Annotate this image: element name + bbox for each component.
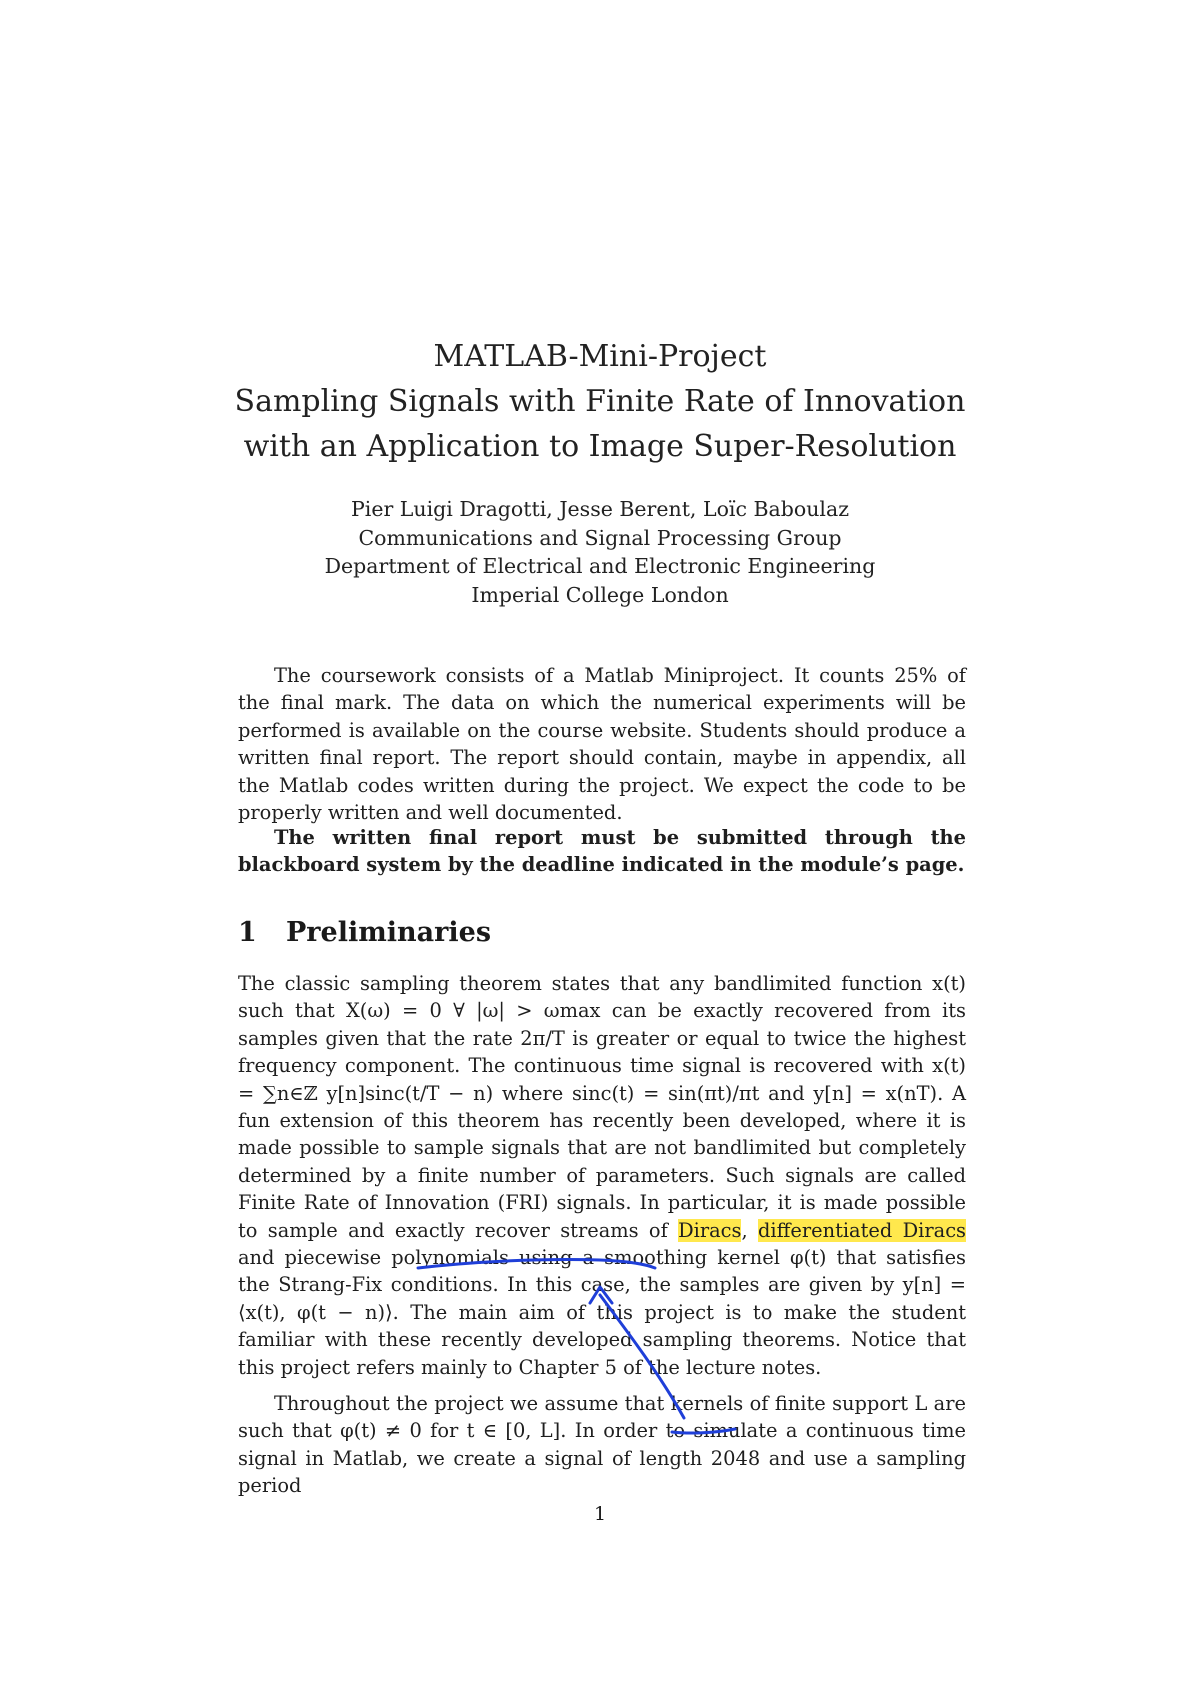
submission-notice: The written final report must be submitted through the blackboard system by the deadline indicated in the module’s page. <box>238 826 966 877</box>
author-department: Department of Electrical and Electronic Engineering <box>324 554 876 578</box>
paragraph-text-a: The classic sampling theorem states that any bandlimited function x(t) such that X(ω) = 0 ∀ |ω| > ωmax can be exactly recovered from its samples given that the rate 2π/T is greater or equal to twice the highest frequency component. The continuous time signal is recovered with x(t) = ∑n∈ℤ y[n]sinc(t/T − n) where sinc(t) = sin(πt)/πt and y[n] = x(nT). A fun extension of this theorem has recently been developed, where it is made possible to sample signals that are not bandlimited but completely determined by a finite number of parameters. Such signals are called Finite Rate of Innovation (FRI) signals. In particular, it is made possible to sample and exactly recover streams of <box>238 972 966 1242</box>
section-title: Preliminaries <box>286 917 492 948</box>
preliminaries-paragraph-2: Throughout the project we assume that kernels of finite support L are such that φ(t) ≠ 0 for t ∈ [0, L]. In order to simulate a continuous time signal in Matlab, we create a signal of length 2048 and use a sampling period <box>238 1392 966 1498</box>
title-line-2: Sampling Signals with Finite Rate of Innovation <box>234 384 966 419</box>
page-number: 1 <box>593 1503 607 1525</box>
title-line-1: MATLAB-Mini-Project <box>433 339 767 374</box>
separator: , <box>741 1218 758 1242</box>
author-institution: Imperial College London <box>471 582 729 607</box>
arrow-shaft <box>600 1295 684 1418</box>
section-number: 1 <box>238 917 257 948</box>
author-group: Communications and Signal Processing Group <box>358 525 842 550</box>
author-names: Pier Luigi Dragotti, Jesse Berent, Loïc Baboulaz <box>350 497 850 521</box>
highlight-differentiated-diracs: differentiated Diracs <box>757 1218 967 1242</box>
intro-paragraph: The coursework consists of a Matlab Miniproject. It counts 25% of the final mark. The data on which the numerical experiments will be performed is available on the course website. Students should produce a written final report. The report should contain, maybe in appendix, all the Matlab codes written during the project. We expect the code to be properly written and well documented. <box>238 664 966 825</box>
highlight-diracs: Diracs <box>678 1218 742 1242</box>
underline-smoothing-kernel <box>418 1259 655 1268</box>
underline-kernels <box>672 1429 735 1433</box>
title-line-3: with an Application to Image Super-Resolution <box>243 429 957 464</box>
paragraph-text-b: and piecewise polynomials using a smoothing kernel φ(t) that satisfies the Strang-Fix conditions. In this case, the samples are given by y[n] = ⟨x(t), φ(t − n)⟩. The main aim of this project is to make the student familiar with these recently developed sampling theorems. Notice that this project refers mainly to Chapter 5 of the lecture notes. <box>238 1246 966 1379</box>
